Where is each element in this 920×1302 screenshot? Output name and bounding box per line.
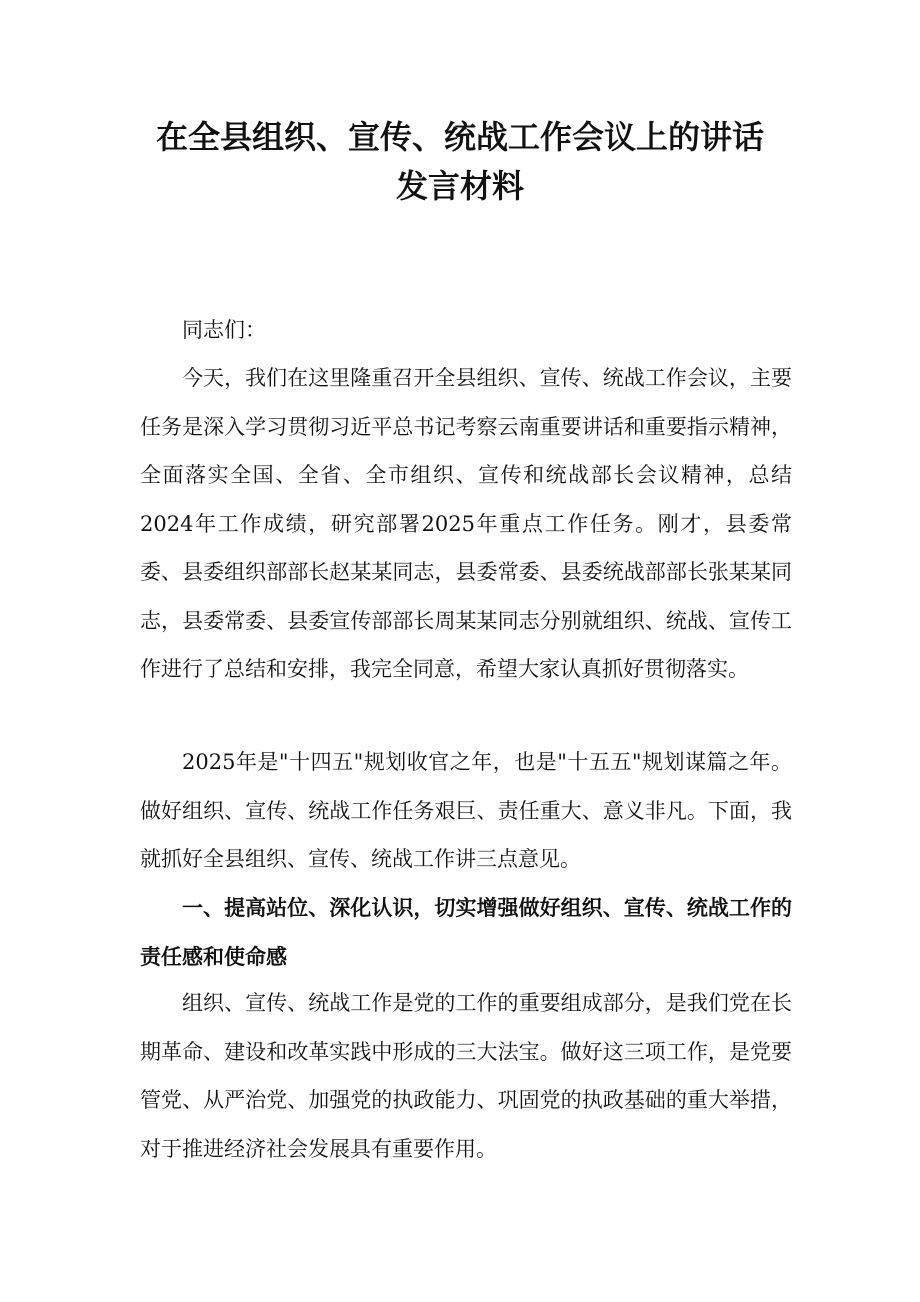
document-title-line-1: 在全县组织、宣传、统战工作会议上的讲话 (155, 118, 764, 156)
document-title-line-2: 发言材料 (395, 167, 524, 205)
paragraph-section-1: 组织、宣传、统战工作是党的工作的重要组成部分，是我们党在长期革命、建设和改革实践中形成的三大法宝。做好这三项工作，是党要管党、从严治党、加强党的执政能力、巩固党的执政基础的重大举措，对于推进经济社会发展具有重要作用。 (140, 991, 792, 1161)
salutation: 同志们： (182, 318, 266, 342)
paragraph-context: 2025年是"十四五"规划收官之年，也是"十五五"规划谋篇之年。做好组织、宣传、统战工作任务艰巨、责任重大、意义非凡。下面，我就抓好全县组织、宣传、统战工作讲三点意见。 (140, 750, 792, 871)
section-heading-1: 一、提高站位、深化认识，切实增强做好组织、宣传、统战工作的责任感和使命感 (140, 895, 792, 969)
paragraph-opening: 今天，我们在这里隆重召开全县组织、宣传、统战工作会议，主要任务是深入学习贯彻习近平总书记考察云南重要讲话和重要指示精神，全面落实全国、全省、全市组织、宣传和统战部长会议精神，总结2024年工作成绩，研究部署2025年重点工作任务。刚才，县委常委、县委组织部部长赵某某同志，县委常委、县委统战部部长张某某同志，县委常委、县委宣传部部长周某某同志分别就组织、统战、宣传工作进行了总结和安排，我完全同意，希望大家认真抓好贯彻落实。 (140, 366, 792, 681)
